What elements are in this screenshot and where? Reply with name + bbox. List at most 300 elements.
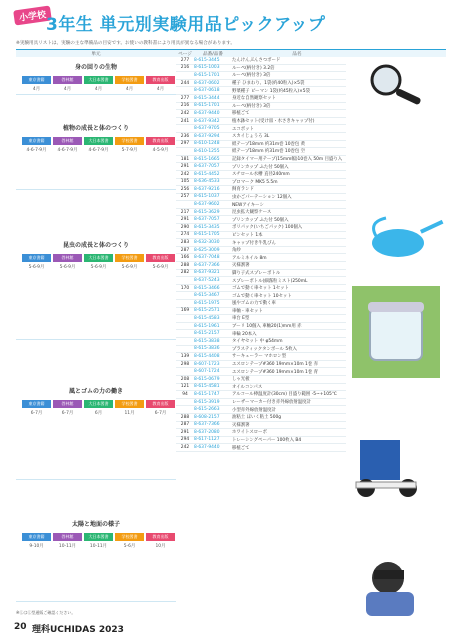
- page-cell: 256: [180, 186, 190, 192]
- code-cell: 8-637-9705: [194, 126, 220, 132]
- publisher-list: [22, 254, 175, 270]
- name-cell: ゴムで動く車セット 10セット: [232, 293, 292, 299]
- table-row: [176, 57, 346, 65]
- code-cell: 8-637-7366: [194, 422, 220, 428]
- code-cell: 8-632-3030: [194, 240, 220, 246]
- page-cell: 283: [180, 240, 190, 246]
- page-cell: 170: [180, 285, 190, 291]
- code-cell: 8-617-1127: [194, 437, 220, 443]
- name-cell: ポリパック(いちごパック) 100個入: [232, 225, 303, 231]
- publisher-name: 学校図書: [115, 137, 144, 145]
- page-cell: 287: [180, 247, 190, 253]
- name-cell: ゴムで動く車セット 1セット: [232, 286, 289, 292]
- unit-name: 植物の成長と体のつくり: [62, 125, 129, 132]
- code-cell: 8-615-3467: [194, 293, 220, 299]
- page-cell: 294: [180, 437, 190, 443]
- table-row: [176, 163, 346, 171]
- name-cell: サーキューラー マホロン型: [232, 354, 287, 360]
- code-cell: 8-615-1705: [194, 232, 220, 238]
- product-images: [346, 58, 446, 618]
- name-cell: ホワイトスローボ: [232, 430, 267, 436]
- name-cell: 紙テープ18mm 約31m巻 10巻包 黄: [232, 141, 306, 147]
- name-cell: 紙テープ18mm 約31m巻 10巻包 空: [232, 149, 306, 155]
- name-cell: ピンセット 1本: [232, 232, 263, 238]
- page-cell: 287: [180, 422, 190, 428]
- code-cell: 8-637-9294: [194, 133, 220, 139]
- publisher-badge: [22, 533, 51, 549]
- page-cell: 216: [180, 103, 190, 109]
- page-cell: 274: [180, 232, 190, 238]
- code-cell: 8-615-3838: [194, 338, 220, 344]
- table-row: [176, 156, 346, 164]
- name-cell: 種子 ひまわり、1袋(約40粒入)×5袋: [232, 81, 305, 87]
- unit-month: 5-6·9月: [22, 262, 51, 270]
- page-cell: 242: [180, 110, 190, 116]
- publisher-name: 教育出版: [146, 254, 175, 262]
- unit-month: 4月: [146, 84, 175, 92]
- publisher-name: 啓林館: [53, 533, 82, 541]
- unit-month: 4-6·7·9月: [22, 145, 51, 153]
- publisher-name: 大日本図書: [84, 400, 113, 408]
- table-row: [176, 254, 346, 262]
- unit-month: 5-6·9月: [146, 262, 175, 270]
- unit-name: 身の回りの生物: [74, 64, 117, 72]
- unit-month: 6-7月: [146, 408, 175, 416]
- code-cell: 8-615-1003: [194, 65, 220, 71]
- page-header: [0, 0, 455, 36]
- publisher-name: 学校図書: [115, 76, 144, 84]
- logo-year: 2023: [98, 625, 124, 635]
- table-row: [176, 300, 346, 308]
- page-cell: 257: [180, 194, 190, 200]
- page-cell: 139: [180, 353, 190, 359]
- unit-month: 9-10月: [22, 541, 51, 549]
- unit-month: 4月: [84, 84, 113, 92]
- unit-month: 5-6月: [115, 541, 144, 549]
- table-row: [176, 361, 346, 369]
- unit-section: [16, 480, 176, 602]
- product-rows: [176, 57, 346, 452]
- unit-month: 5-6·9月: [53, 262, 82, 270]
- publisher-badge: [84, 254, 113, 270]
- page-cell: 208: [180, 376, 190, 382]
- col-code: 品番/品番: [203, 51, 223, 57]
- child-observing-icon: [366, 562, 414, 616]
- publisher-name: 東京書籍: [22, 254, 51, 262]
- publisher-name: 学校図書: [115, 533, 144, 541]
- table-row: [176, 277, 346, 285]
- unit-month: 10月: [146, 541, 175, 549]
- code-cell: 8-615-2157: [194, 331, 220, 337]
- page-number: 20: [14, 622, 27, 632]
- publisher-name: 学校図書: [115, 400, 144, 408]
- code-cell: 8-607-1724: [194, 369, 220, 375]
- code-cell: 8-607-1723: [194, 361, 220, 367]
- code-cell: 8-615-1975: [194, 300, 220, 306]
- code-cell: 8-625-3009: [194, 247, 220, 253]
- table-row: [176, 444, 346, 452]
- footer-note: ※ⓁはⓁ型通販ご確認ください。: [16, 610, 76, 615]
- unit-name: 風とゴムの力の働き: [68, 388, 123, 395]
- page-cell: 277: [180, 95, 190, 101]
- magnifier-icon: [372, 66, 422, 105]
- publisher-badge: [84, 400, 113, 416]
- table-row: [176, 125, 346, 133]
- unit-section: [16, 190, 176, 340]
- publisher-badge: [22, 137, 51, 153]
- page-cell: 241: [180, 118, 190, 124]
- table-row: [176, 224, 346, 232]
- unit-month: 5-6·9月: [115, 262, 144, 270]
- name-cell: 移植ごて: [232, 111, 250, 117]
- code-cell: 8-615-3435: [194, 224, 220, 230]
- name-cell: 油粘土 ほいく粘土 500g: [232, 415, 282, 421]
- name-cell: プリンカップ ふた付 50個入: [232, 217, 289, 223]
- table-row: [176, 103, 346, 111]
- page-note: ※実験用具リストは、実験の主な準備品の目安です。お使いの教科書により用具が異なる場合があります。: [16, 41, 235, 46]
- unit-month: 6-7月: [53, 408, 82, 416]
- logo-brand: 理科UCHIDAS: [32, 625, 96, 635]
- publisher-badge: [115, 400, 144, 416]
- publisher-badge: [146, 137, 175, 153]
- code-cell: 8-615-3444: [194, 95, 220, 101]
- publisher-list: [22, 533, 175, 549]
- publisher-name: 教育出版: [146, 137, 175, 145]
- publisher-badge: [146, 400, 175, 416]
- publisher-name: 啓林館: [53, 400, 82, 408]
- unit-month: 6-7月: [22, 408, 51, 416]
- table-row: [176, 262, 346, 270]
- code-cell: 8-637-7057: [194, 164, 220, 170]
- col-page: ページ: [178, 51, 192, 57]
- table-row: [176, 323, 346, 331]
- publisher-list: [22, 400, 175, 416]
- code-cell: 8-615-2571: [194, 308, 220, 314]
- page-cell: 291: [180, 164, 190, 170]
- code-cell: 8-615-1037: [194, 194, 220, 200]
- name-cell: トレーシングペーパー 100枚入 B4: [232, 437, 302, 443]
- publisher-badge: [84, 533, 113, 549]
- table-row: [176, 201, 346, 209]
- name-cell: オイルコンパス: [232, 384, 263, 390]
- page-cell: 298: [180, 361, 190, 367]
- page-cell: 94: [182, 391, 188, 397]
- unit-month: 4-6·7·9月: [84, 145, 113, 153]
- table-row: [176, 399, 346, 407]
- name-cell: 風やゴムの力で動く車: [232, 301, 276, 307]
- table-row: [176, 95, 346, 103]
- page-cell: 216: [180, 65, 190, 71]
- code-cell: 8-615-3445: [194, 57, 220, 63]
- name-cell: 車台 E型: [232, 316, 250, 322]
- name-cell: タイヤセット 中 φ54mm: [232, 339, 283, 345]
- publisher-badge: [146, 76, 175, 92]
- code-cell: 8-615-1961: [194, 323, 220, 329]
- page-cell: 244: [180, 80, 190, 86]
- publisher-badge: [146, 533, 175, 549]
- unit-month: 10-11月: [53, 541, 82, 549]
- name-cell: 灭様割箸: [232, 263, 250, 269]
- code-cell: 8-637-9216: [194, 186, 220, 192]
- name-cell: スカイじょうろ 3L: [232, 134, 270, 140]
- name-cell: アルコール棒温度計(30cm) 目盛り範囲 -5~+105℃: [232, 392, 337, 398]
- page-cell: 217: [180, 209, 190, 215]
- table-row: [176, 141, 346, 149]
- code-cell: 8-615-1701: [194, 72, 220, 78]
- brand-logo: [32, 622, 124, 635]
- code-cell: 8-637-9440: [194, 110, 220, 116]
- table-row: [176, 179, 346, 187]
- table-row: [176, 80, 346, 88]
- publisher-badge: [115, 76, 144, 92]
- name-cell: ブーリ 10個入 車軸20(1)mm用 赤: [232, 324, 302, 330]
- name-cell: 野菜種子 ピーマン 1袋(約45粒入)×5袋: [232, 88, 310, 94]
- publisher-name: 啓林館: [53, 137, 82, 145]
- name-cell: プリンカップ ふた付 50個入: [232, 164, 289, 170]
- code-cell: 8-615-4581: [194, 384, 220, 390]
- code-cell: 8-615-4583: [194, 315, 220, 321]
- name-cell: しゃ光板: [232, 377, 250, 383]
- code-cell: 8-608-2157: [194, 414, 220, 420]
- name-cell: 移植ごて: [232, 445, 250, 451]
- table-row: [176, 292, 346, 300]
- name-cell: 飼育ランド: [232, 187, 254, 193]
- unit-name: 昆虫の成長と体のつくり: [62, 242, 129, 249]
- table-row: [176, 346, 346, 354]
- publisher-name: 大日本図書: [84, 254, 113, 262]
- publisher-name: 大日本図書: [84, 533, 113, 541]
- table-row: [176, 87, 346, 95]
- table-row: [176, 353, 346, 361]
- code-cell: 8-637-9321: [194, 270, 220, 276]
- publisher-name: 大日本図書: [84, 137, 113, 145]
- publisher-badge: [22, 76, 51, 92]
- table-row: [176, 72, 346, 80]
- page-cell: 236: [180, 133, 190, 139]
- name-cell: 角紗: [232, 248, 241, 254]
- code-cell: 8-637-0618: [194, 88, 220, 94]
- insect-case-icon: [352, 286, 440, 378]
- publisher-badge: [53, 533, 82, 549]
- table-row: [176, 65, 346, 73]
- table-row: [176, 437, 346, 445]
- code-cell: 8-637-7366: [194, 262, 220, 268]
- table-row: [176, 171, 346, 179]
- table-row: [176, 315, 346, 323]
- name-cell: 脚り子式スプレーボトル: [232, 270, 281, 276]
- name-cell: 車輪 20本入: [232, 331, 257, 337]
- table-row: [176, 247, 346, 255]
- page-cell: 291: [180, 429, 190, 435]
- table-row: [176, 194, 346, 202]
- code-cell: 8-637-7057: [194, 217, 220, 223]
- code-cell: 8-615-2663: [194, 407, 220, 413]
- unit-name: 太陽と地面の様子: [71, 520, 120, 528]
- code-cell: 8-610-1248: [194, 141, 220, 147]
- name-cell: ルーペ(柄付き) 3倍: [232, 73, 271, 79]
- table-row: [176, 376, 346, 384]
- code-cell: 8-637-9440: [194, 445, 220, 451]
- unit-month: 4-6·7·9月: [53, 145, 82, 153]
- page-cell: 277: [180, 57, 190, 63]
- name-cell: 植木鉢セット(受け皿・水さきキャップ付): [232, 119, 315, 125]
- publisher-badge: [53, 76, 82, 92]
- table-row: [176, 118, 346, 126]
- unit-month: 10-11月: [84, 541, 113, 549]
- name-cell: たんけんぶんさつボード: [232, 58, 281, 64]
- code-cell: 8-615-1665: [194, 156, 220, 162]
- name-cell: スチロール水槽 直径240mm: [232, 172, 290, 178]
- name-cell: 身近な自然観察セット: [232, 96, 276, 102]
- name-cell: スプレーボトル(細霧粒ミスト)250mL: [232, 278, 308, 284]
- unit-section: [16, 95, 176, 190]
- code-cell: 8-615-3629: [194, 209, 220, 215]
- page-cell: 181: [180, 156, 190, 162]
- name-cell: エコポット: [232, 126, 254, 132]
- unit-month: 6月: [84, 408, 113, 416]
- publisher-badge: [53, 254, 82, 270]
- col-name: 品名: [292, 51, 302, 57]
- unit-month: 4月: [115, 84, 144, 92]
- table-row: [176, 414, 346, 422]
- unit-section: [16, 57, 176, 95]
- unit-month: 4-5·9月: [146, 145, 175, 153]
- publisher-badge: [115, 137, 144, 153]
- table-row: [176, 216, 346, 224]
- page-cell: 291: [180, 217, 190, 223]
- code-cell: 8-637-0602: [194, 80, 220, 86]
- publisher-badge: [115, 533, 144, 549]
- publisher-name: 啓林館: [53, 254, 82, 262]
- code-cell: 8-615-1747: [194, 391, 220, 397]
- code-cell: 8-610-1255: [194, 148, 220, 154]
- name-cell: 車軸・車セット: [232, 308, 263, 314]
- rubber-car-icon: [356, 440, 417, 497]
- publisher-list: [22, 76, 175, 92]
- publisher-name: 教育出版: [146, 533, 175, 541]
- code-cell: 8-615-4408: [194, 353, 220, 359]
- name-cell: 虫かごパーテーション 12個入: [232, 194, 292, 200]
- code-cell: 8-615-3919: [194, 399, 220, 405]
- table-row: [176, 209, 346, 217]
- table-row: [176, 270, 346, 278]
- page-cell: 288: [180, 262, 190, 268]
- code-cell: 8-637-9342: [194, 118, 220, 124]
- page-cell: 169: [180, 308, 190, 314]
- name-cell: 灭様割箸: [232, 422, 250, 428]
- code-cell: 8-637-9602: [194, 202, 220, 208]
- table-row: [176, 391, 346, 399]
- publisher-badge: [84, 76, 113, 92]
- table-row: [176, 429, 346, 437]
- publisher-name: 東京書籍: [22, 76, 51, 84]
- page-cell: 242: [180, 445, 190, 451]
- publisher-name: 東京書籍: [22, 137, 51, 145]
- table-row: [176, 285, 346, 293]
- page-cell: 290: [180, 224, 190, 230]
- code-cell: 8-637-2080: [194, 429, 220, 435]
- unit-month: 11月: [115, 408, 144, 416]
- page-cell: 242: [180, 171, 190, 177]
- table-row: [176, 330, 346, 338]
- name-cell: キャップ付き牛乳びん: [232, 240, 276, 246]
- name-cell: エスロンテープ#360 19mm×10m 1巻 赤: [232, 362, 319, 368]
- code-cell: 8-615-3466: [194, 285, 220, 291]
- publisher-name: 教育出版: [146, 400, 175, 408]
- table-row: [176, 384, 346, 392]
- code-cell: 8-636-4533: [194, 179, 220, 185]
- publisher-badge: [84, 137, 113, 153]
- publisher-badge: [115, 254, 144, 270]
- name-cell: プラスティックタンボール 5枚入: [232, 346, 297, 352]
- publisher-name: 東京書籍: [22, 533, 51, 541]
- name-cell: ルーペ(柄付き) 3倍: [232, 103, 271, 109]
- unit-section: [16, 340, 176, 480]
- name-cell: 昆虫拡大観察ケース: [232, 210, 272, 216]
- watering-can-icon: [372, 218, 443, 257]
- page-cell: 121: [180, 384, 190, 390]
- table-row: [176, 133, 346, 141]
- name-cell: ルーペ(柄付き) 3.2倍: [232, 65, 275, 71]
- table-row: [176, 338, 346, 346]
- page-cell: 282: [180, 270, 190, 276]
- code-cell: 8-615-3836: [194, 346, 220, 352]
- unit-month: 4月: [53, 84, 82, 92]
- name-cell: プロマーク MK5 5.5m: [232, 179, 278, 185]
- code-cell: 8-615-0679: [194, 376, 220, 382]
- publisher-name: 東京書籍: [22, 400, 51, 408]
- name-cell: レーザーマーカー付き赤外線放射温度計: [232, 400, 311, 406]
- code-cell: 8-615-1701: [194, 103, 220, 109]
- code-cell: 8-615-4452: [194, 171, 220, 177]
- code-cell: 8-637-5243: [194, 278, 220, 284]
- table-row: [176, 239, 346, 247]
- name-cell: NEWアイキーシ: [232, 202, 264, 208]
- publisher-list: [22, 137, 175, 153]
- publisher-badge: [53, 137, 82, 153]
- publisher-name: 学校図書: [115, 254, 144, 262]
- school-badge: 小学校: [13, 5, 52, 25]
- publisher-name: 大日本図書: [84, 76, 113, 84]
- code-cell: 8-637-7048: [194, 255, 220, 261]
- publisher-badge: [22, 400, 51, 416]
- page-cell: 288: [180, 414, 190, 420]
- name-cell: 小型赤外線放射温度計: [232, 407, 276, 413]
- unit-month: 5-7·9月: [115, 145, 144, 153]
- table-row: [176, 422, 346, 430]
- name-cell: エスロンテープ#360 19mm×10m 1巻 青: [232, 369, 319, 375]
- table-row: [176, 186, 346, 194]
- publisher-badge: [53, 400, 82, 416]
- table-row: [176, 368, 346, 376]
- unit-month: 4月: [22, 84, 51, 92]
- publisher-name: 教育出版: [146, 76, 175, 84]
- page-cell: 105: [180, 179, 190, 185]
- table-row: [176, 406, 346, 414]
- page-cell: 297: [180, 141, 190, 147]
- publisher-badge: [22, 254, 51, 270]
- publisher-name: 啓林館: [53, 76, 82, 84]
- col-unit: 単元: [91, 51, 101, 57]
- publisher-badge: [146, 254, 175, 270]
- table-header: [16, 49, 446, 57]
- table-row: [176, 232, 346, 240]
- table-row: [176, 110, 346, 118]
- name-cell: アルミネイル 8m: [232, 255, 267, 261]
- page-cell: 166: [180, 255, 190, 261]
- unit-month: 5-6·9月: [84, 262, 113, 270]
- table-row: [176, 308, 346, 316]
